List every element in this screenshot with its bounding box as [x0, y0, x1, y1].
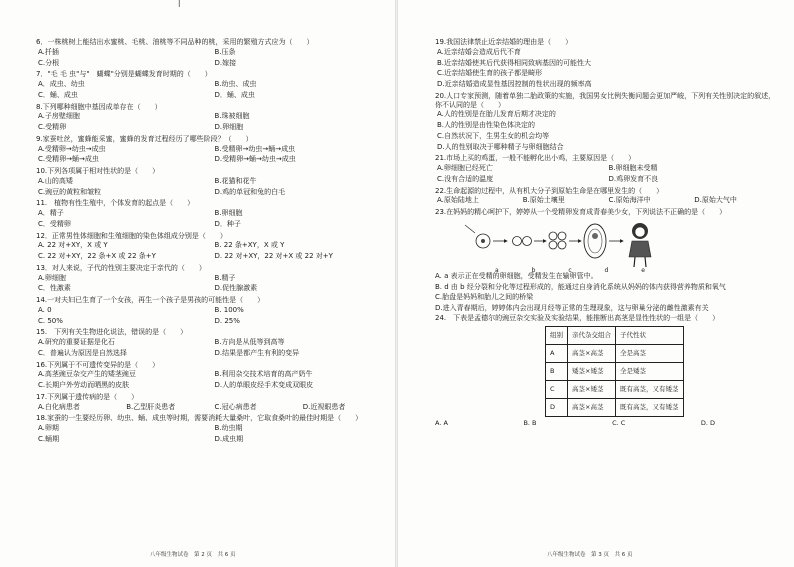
answer-option: C．普遍认为原因是自然选择: [38, 348, 127, 357]
answer-option: C.胎盘是妈妈和胎儿之间的桥梁: [435, 293, 534, 302]
answer-option: D.结果是都产生有利的变异: [214, 348, 300, 357]
option-group: [435, 195, 780, 206]
option-group: [36, 273, 391, 295]
answer-option: C.豌豆的黄粒和皱粒: [38, 187, 102, 196]
option-group: [36, 111, 391, 133]
answer-option: D．蛹、成虫: [214, 90, 255, 99]
answer-option: B.人的性别是由性染色体决定的: [437, 121, 536, 129]
page-footer-right: 八年级生物试卷 第 3 页 共 6 页: [547, 552, 633, 559]
answer-option: D.近亲结婚造成显性基因控制的性状出现的频率高: [437, 80, 592, 88]
question-item: [435, 92, 780, 153]
answer-option: C.近亲结婚使生育的孩子都是畸形: [437, 69, 543, 78]
question-stem: 21.市场上买的鸡蛋，一般不能孵化出小鸡，主要原因是（ ）: [435, 154, 636, 163]
answer-option: D．种子: [214, 219, 241, 228]
answer-option: D.受精卵→蛹→幼虫→成虫: [214, 155, 296, 164]
question-item: [435, 154, 780, 184]
answer-option: A. 22 对+XY，X 或 Y: [38, 241, 108, 250]
answer-option: B. 100%: [214, 305, 244, 314]
table-cell: 高茎×高茎: [568, 344, 616, 362]
stage-e-girl: [629, 223, 651, 267]
question-item: [435, 208, 780, 217]
answer-option: A.受精卵→幼虫→成虫: [38, 144, 106, 153]
answer-option: D.进入青春期后，婷婷体内会出现月经等正常的生理现象，这与卵巢分泌的雌性激素有关: [435, 304, 709, 312]
answer-option: A.卵期: [38, 424, 59, 432]
answer-option: C．性激素: [38, 284, 71, 293]
table-cell: A: [546, 344, 568, 362]
question-stem: 11. 植物有性生殖中，个体发育的起点是（ ）: [36, 199, 195, 208]
table-row: [546, 344, 684, 362]
q24-answer-options: [435, 419, 715, 427]
question-stem: 8.下列哪种细胞中基因成单存在（ ）: [36, 102, 162, 111]
answer-option: C.原始海洋中: [608, 196, 651, 205]
question-stem: 6．一株桃树上能结出水蜜桃、毛桃、油桃等不同品种的桃，采用的繁殖方式应为（ ）: [36, 38, 314, 46]
answer-option: B.受精卵→幼虫→蛹→成虫: [214, 144, 296, 153]
table-cell: B: [546, 362, 568, 380]
question-stem: 10.下列各项属于相对性状的是（ ）: [36, 167, 160, 175]
answer-option: D. 22 对+XY，22 对+X 或 22 对+Y: [214, 252, 333, 260]
answer-option: B.花猫和花牛: [214, 176, 257, 185]
answer-option: B.卵细胞: [214, 209, 243, 217]
development-figure: [435, 219, 780, 274]
question-stem: 7．"毛 毛 虫"与" 蝴蝶"分别是蝴蝶发育时期的（ ）: [36, 70, 212, 79]
figure-label: e: [641, 266, 645, 274]
answer-option: B.精子: [214, 273, 236, 282]
question-list-right: [435, 38, 780, 217]
q24-stem: 24. 下表是孟德尔的豌豆杂交实验及实验结果，能推断出高茎是显性性状的一组是（ ）: [435, 313, 720, 322]
answer-option: D.卵细胞: [214, 123, 244, 131]
answer-option: A.卵细胞: [38, 273, 66, 282]
answer-option: C. 50%: [38, 316, 63, 325]
answer-option: A.山的高矮: [38, 176, 73, 185]
table-header-cell: 子代性状: [616, 326, 684, 344]
table-row: [546, 398, 684, 416]
question-stem: 13．对人来说，子代的性别主要决定于亲代的（ ）: [36, 263, 206, 272]
answer-option: C．受精卵: [38, 219, 71, 228]
question-item: [36, 199, 391, 229]
answer-option: D.人的单眼皮经手术变成双眼皮: [214, 381, 314, 389]
figure-label: b: [531, 266, 536, 274]
question-stem: 18.家蚕的一生要经历卵、幼虫、蛹、成虫等时期，需要消耗大量桑叶，它取食桑叶的最佳时期是（ ）: [36, 414, 363, 423]
answer-option: B.幼虫期: [214, 424, 243, 432]
answer-option: B.幼虫、成虫: [214, 80, 257, 88]
question-stem: 16.下列属于不可遗传变异的是（ ）: [36, 360, 160, 369]
question-item: [36, 393, 391, 413]
answer-option: A.扦插: [38, 47, 59, 56]
option-group: [435, 109, 780, 152]
table-header-cell: 组别: [546, 326, 568, 344]
table-cell: C: [546, 380, 568, 398]
answer-option: A.研究的重要证据是化石: [38, 338, 115, 346]
answer-option: B.压条: [214, 47, 236, 56]
question-stem: 20.人口专家预测，随着单独二胎政策的实施，我国男女比例失衡问题会更加严峻，下列有关性别决定的叙述，你不认同的是（ ）: [435, 91, 776, 109]
option-group: [36, 305, 391, 327]
answer-option: A. a 表示正在受精的卵细胞，受精发生在输卵管中。: [435, 271, 598, 280]
page-footer-left: 八年级生物试卷 第 2 页 共 6 页: [150, 552, 236, 559]
answer-option: D.近视眼患者: [302, 402, 346, 411]
answer-option: B. d 由 b 经分裂和分化等过程形成的，能通过自身消化系统从妈妈的体内获得营养物质和氧气: [435, 282, 726, 291]
answer-option: C.受精卵: [38, 123, 67, 131]
answer-option: D.人的性别取决于哪种精子与卵细胞结合: [437, 142, 564, 151]
answer-option: A.原始陆地上: [437, 196, 479, 205]
top-mark: l: [178, 0, 181, 10]
answer-option: D.鸡的单冠和兔的白毛: [214, 187, 286, 196]
option-group: [36, 208, 391, 230]
answer-option: B.珠被细胞: [214, 112, 250, 121]
option-group: [36, 144, 391, 166]
answer-option: A.近亲结婚会造成后代不育: [437, 47, 521, 56]
figure-label: c: [568, 266, 572, 274]
answer-option: D.嫁接: [214, 58, 237, 67]
option-group: [36, 79, 391, 101]
table-header-row: [546, 326, 684, 344]
stage-d-fetus: [584, 224, 606, 258]
answer-option: A．成虫、幼虫: [38, 80, 85, 88]
option-group: [435, 47, 780, 90]
answer-option: A.子房壁细胞: [38, 112, 80, 121]
table-cell: 高茎×高茎: [568, 398, 616, 416]
question-stem: 19.我国法律禁止近亲结婚的理由是（ ）: [435, 38, 573, 46]
option-group: [36, 240, 391, 262]
question-item: [36, 70, 391, 100]
question-item: [36, 232, 391, 262]
question-stem: 23.在妈妈的精心呵护下，婷婷从一个受精卵发育成青春美少女，下列说法不正确的是（ ）: [435, 208, 727, 216]
question-stem: 12．正常男性体细胞和生殖细胞的染色体组成分别是（ ）: [36, 231, 227, 240]
table-row: [546, 380, 684, 398]
question-item: [36, 38, 391, 68]
answer-option: D. D: [700, 418, 715, 427]
table-cell: 既有高茎，又有矮茎: [616, 380, 684, 398]
table-cell: D: [546, 398, 568, 416]
question-item: [36, 296, 391, 326]
question-item: [36, 414, 391, 444]
answer-option: B.近亲结婚使其后代获得相同致病基因的可能性大: [437, 58, 592, 67]
answer-option: A.白化病患者: [38, 402, 80, 411]
table-cell: 高茎×矮茎: [568, 380, 616, 398]
answer-option: A.高茎豌豆杂交产生的矮茎豌豆: [38, 370, 136, 379]
option-group: [36, 423, 391, 445]
stage-b-two-cells: [513, 236, 532, 245]
stage-c-cell-cluster: [549, 232, 566, 249]
figure-stage-labels: [495, 267, 645, 275]
answer-option: B.乙型肝炎患者: [126, 402, 176, 411]
answer-option: C．蛹、成虫: [38, 90, 78, 99]
question-item: [36, 103, 391, 133]
table-cell: 全是高茎: [616, 344, 684, 362]
question-stem: 9.家蚕吐丝，蜜蜂能采蜜，蜜蜂的发育过程经历了哪些阶段？（ ）: [36, 134, 253, 143]
answer-option: A.卵细胞已经死亡: [437, 164, 493, 172]
question-item: [36, 361, 391, 391]
answer-option: B.方向是从低等到高等: [214, 338, 285, 346]
table-body: [546, 344, 684, 416]
question-item: [435, 38, 780, 90]
answer-option: D.鸡卵发育不良: [608, 174, 659, 183]
option-group: [435, 163, 780, 185]
option-group: [36, 176, 391, 198]
answer-option: D.原始大气中: [694, 196, 737, 205]
answer-option: D.促性腺激素: [214, 284, 258, 293]
option-group: [36, 47, 391, 69]
answer-option: C.分根: [38, 58, 60, 67]
answer-option: B. B: [523, 418, 537, 427]
answer-option: B. 22 条+XY，X 或 Y: [214, 241, 285, 250]
question-stem: 22.生命起源的过程中，从有机大分子到原始生命是在哪里发生的（ ）: [435, 186, 664, 195]
answer-option: A. A: [435, 418, 448, 427]
question-stem: 17.下列属于遗传病的是（ ）: [36, 392, 139, 401]
option-group: [36, 402, 391, 413]
question-item: [36, 167, 391, 197]
answer-option: B.原始土壤里: [522, 196, 565, 205]
option-group: [36, 337, 391, 359]
answer-option: C. 22 对+XY，22 条+X 或 22 条+Y: [38, 252, 156, 260]
option-group: [36, 369, 391, 391]
answer-option: C.冠心病患者: [214, 402, 257, 411]
question-stem: 15. 下列有关生物进化说法，错误的是（ ）: [36, 328, 188, 337]
development-stages-illustration: [435, 219, 695, 271]
answer-option: C.自然状况下，生男生女的机会均等: [437, 131, 550, 140]
question-item: [36, 135, 391, 165]
question-list-left: [36, 38, 391, 445]
exam-page-right: [397, 0, 794, 567]
answer-option: D.成虫期: [214, 434, 244, 443]
table-cell: 矮茎×矮茎: [568, 362, 616, 380]
question-stem: 14.一对夫妇已生育了一个女孩，再生一个孩子是男孩的可能性是（ ）: [36, 296, 265, 304]
answer-option: C.长期户外劳动而晒黑的皮肤: [38, 381, 130, 389]
answer-option: C.受精卵→蛹→成虫: [38, 155, 99, 164]
table-cell: 既有高茎，又有矮茎: [616, 398, 684, 416]
figure-label: a: [495, 266, 499, 274]
answer-option: C.没有合适的温度: [437, 174, 494, 183]
table-row: [546, 362, 684, 380]
answer-option: C.蛹期: [38, 434, 60, 443]
table-cell: 全是矮茎: [616, 362, 684, 380]
answer-option: B.卵细胞未受精: [608, 164, 658, 172]
question-item: [435, 187, 780, 207]
question-item: [36, 264, 391, 294]
answer-option: A. 0: [38, 305, 52, 314]
q23-options: [435, 271, 780, 314]
figure-label: d: [604, 266, 609, 274]
answer-option: D. 25%: [214, 316, 240, 325]
table-header-cell: 亲代杂交组合: [568, 326, 616, 344]
answer-option: B.利用杂交技术培育的高产奶牛: [214, 370, 313, 379]
answer-option: C. C: [612, 418, 626, 427]
answer-option: A.人的性别是在胎儿发育后期才决定的: [437, 110, 556, 119]
question-item: [36, 328, 391, 358]
stage-a-egg: [465, 225, 490, 248]
mendel-cross-table: [545, 326, 684, 417]
answer-option: A．精子: [38, 209, 64, 217]
